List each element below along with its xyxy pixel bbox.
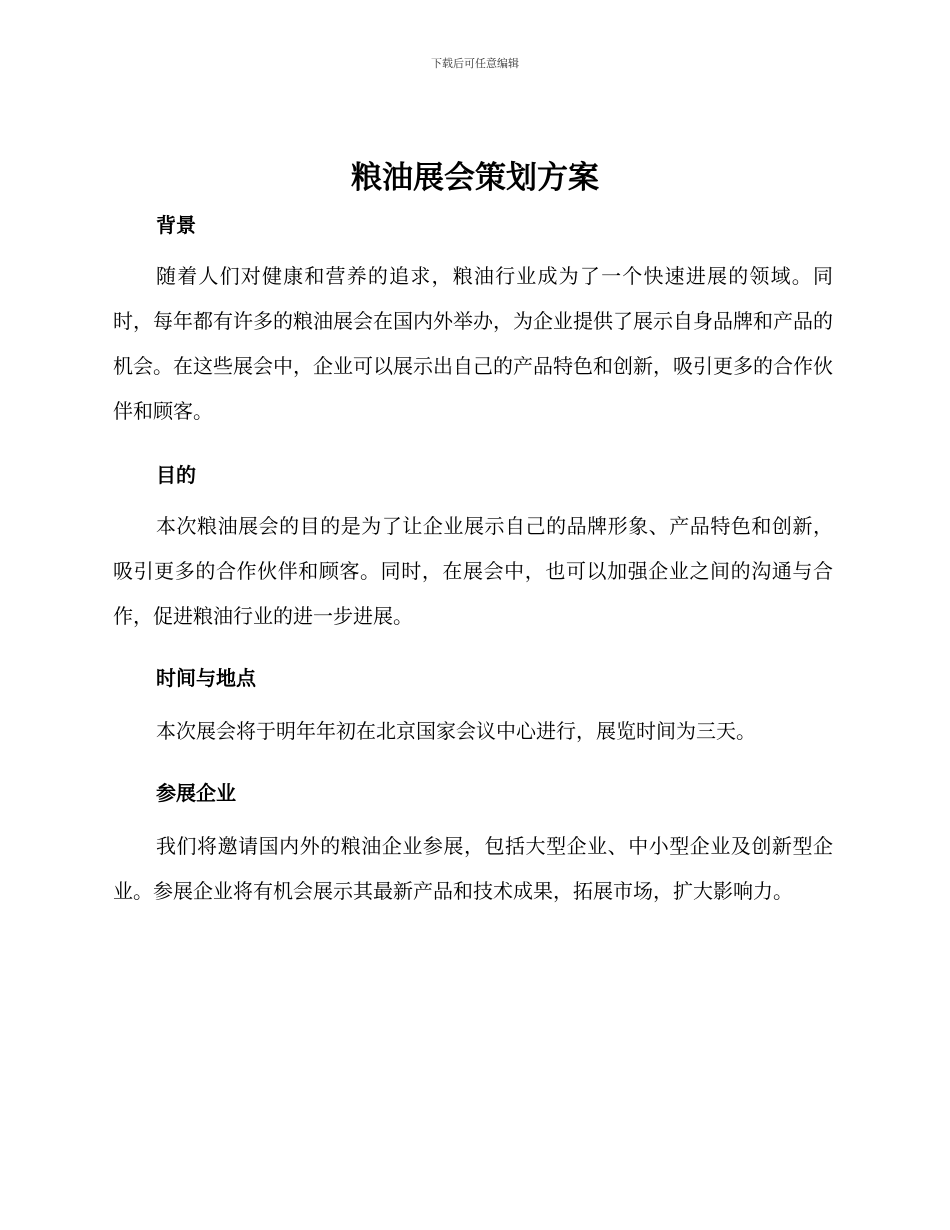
section-body-background: 随着人们对健康和营养的追求，粮油行业成为了一个快速进展的领域。同时，每年都有许多的粮油展会在国内外举办，为企业提供了展示自身品牌和产品的机会。在这些展会中，企业可以展示出自己的产品特色和创新，吸引更多的合作伙伴和顾客。 — [113, 264, 833, 423]
section-body-exhibitors: 我们将邀请国内外的粮油企业参展，包括大型企业、中小型企业及创新型企业。参展企业将有机会展示其最新产品和技术成果，拓展市场，扩大影响力。 — [113, 834, 833, 903]
section-heading-background: 背景 — [156, 213, 196, 237]
section-heading-exhibitors: 参展企业 — [156, 781, 236, 805]
section-body-time-location: 本次展会将于明年年初在北京国家会议中心进行，展览时间为三天。 — [156, 719, 756, 743]
page-header-note: 下载后可任意编辑 — [431, 57, 519, 70]
document-title: 粮油展会策划方案 — [351, 160, 599, 196]
section-body-purpose: 本次粮油展会的目的是为了让企业展示自己的品牌形象、产品特色和创新，吸引更多的合作伙伴和顾客。同时，在展会中，也可以加强企业之间的沟通与合作，促进粮油行业的进一步进展。 — [113, 514, 833, 628]
section-heading-time-location: 时间与地点 — [156, 666, 256, 690]
section-heading-purpose: 目的 — [156, 463, 196, 487]
